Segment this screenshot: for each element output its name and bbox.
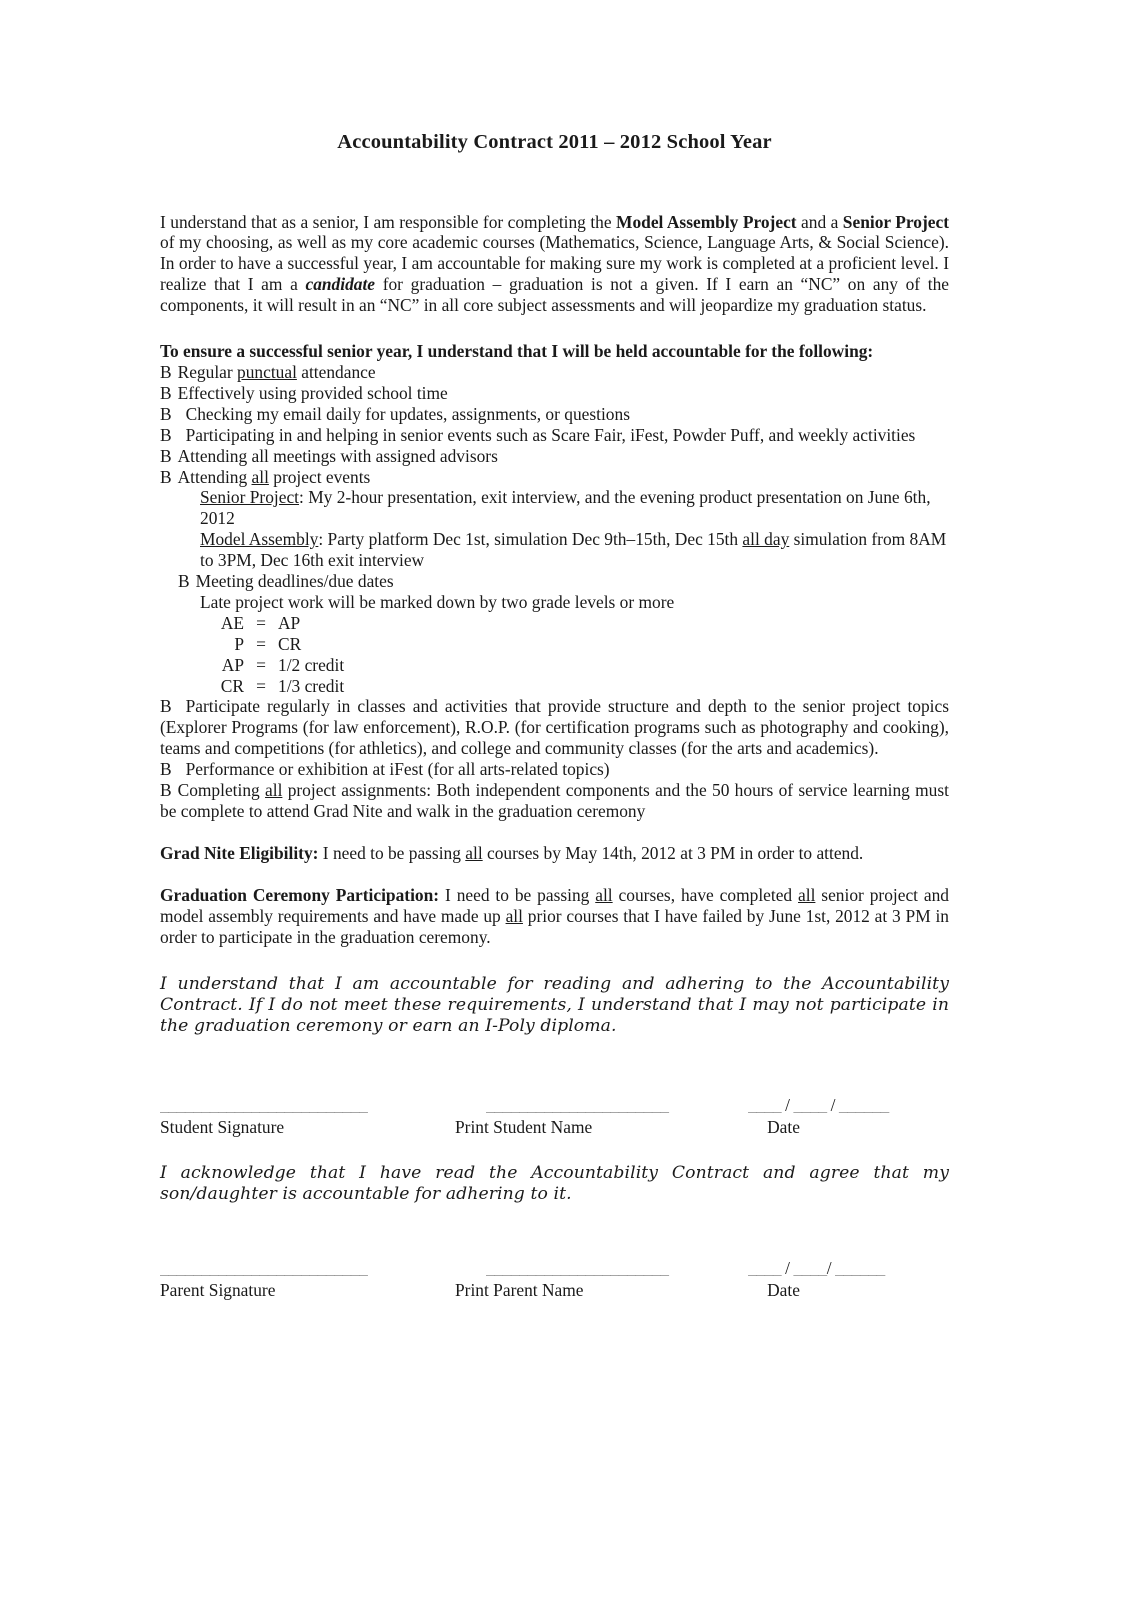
ceremony-underline-all-3: all bbox=[505, 905, 523, 926]
bullet-6-underline-all: all bbox=[251, 466, 269, 487]
intro-text-3: of my choosing, as well as my core academic courses (Mathematics, Science, Language Arts, & Social Science). In order to have a successful year, I am accountable for making sure my work is completed at a proficient level. I realize that I am a bbox=[160, 232, 949, 295]
student-signature-captions bbox=[160, 1113, 949, 1137]
model-assembly-text-post: simulation from 8AM to 3PM, Dec 16th exit interview bbox=[200, 529, 947, 571]
bullet-2-text: Effectively using provided school time bbox=[177, 382, 448, 403]
bullet-10-text-post: project assignments: Both independent components and the 50 hours of service learning must be complete to attend Grad Nite and walk in the graduation ceremony bbox=[160, 780, 949, 822]
list-item bbox=[160, 362, 949, 383]
grade-to: 1/2 credit bbox=[278, 654, 345, 675]
document-content bbox=[160, 0, 949, 1300]
student-signature-block bbox=[160, 1097, 949, 1137]
parent-signature-line[interactable]: _________________________ bbox=[160, 1259, 368, 1276]
parent-date-caption: Date bbox=[767, 1279, 800, 1300]
grade-conversion-scale bbox=[160, 613, 949, 697]
grad-nite-text-pre: I need to be passing bbox=[318, 842, 466, 863]
grad-nite-label: Grad Nite Eligibility: bbox=[160, 842, 319, 863]
bullet-3-text: Checking my email daily for updates, assignments, or questions bbox=[185, 403, 630, 424]
grade-scale-row bbox=[200, 634, 949, 655]
grade-to: 1/3 credit bbox=[278, 675, 345, 696]
graduation-ceremony-participation bbox=[160, 864, 949, 948]
list-item bbox=[160, 571, 949, 592]
list-item bbox=[160, 696, 949, 759]
late-work-note: Late project work will be marked down by two grade levels or more bbox=[200, 591, 675, 612]
grade-equals: = bbox=[256, 654, 266, 675]
ceremony-text-4: prior courses that I have failed by June 1st, 2012 at 3 PM in order to participate in the graduation ceremony. bbox=[160, 905, 949, 947]
bullet-5-text: Attending all meetings with assigned advisors bbox=[177, 445, 498, 466]
grade-from: AP bbox=[221, 654, 244, 675]
bullet-10-text-pre: Completing bbox=[177, 780, 266, 801]
ceremony-text-3: senior project and model assembly requirements and have made up bbox=[160, 884, 950, 926]
ceremony-underline-all-2: all bbox=[798, 884, 816, 905]
senior-project-text: : My 2-hour presentation, exit interview, and the evening product presentation on June 6th, 2012 bbox=[200, 487, 931, 529]
parent-signature-rules bbox=[160, 1260, 949, 1276]
bullet-glyph-icon: B bbox=[160, 361, 172, 382]
grade-to: AP bbox=[278, 612, 301, 633]
intro-italic-candidate: candidate bbox=[305, 274, 376, 295]
grade-equals: = bbox=[256, 633, 266, 654]
parent-print-name-line[interactable]: ______________________ bbox=[486, 1259, 669, 1276]
grad-nite-underline-all: all bbox=[465, 842, 483, 863]
bullet-glyph-icon: B bbox=[160, 424, 172, 445]
list-item bbox=[160, 780, 949, 822]
senior-project-detail bbox=[160, 487, 949, 529]
grade-equals: = bbox=[256, 675, 266, 696]
student-date-line[interactable]: ____ / ____ / ______ bbox=[748, 1096, 889, 1113]
intro-text-4: for graduation – graduation is not a given. If I earn an “NC” on any of the components, it will result in an “NC” in all core subject assessments and will jeopardize my graduation status. bbox=[160, 274, 950, 316]
bullet-9-text: Performance or exhibition at iFest (for all arts-related topics) bbox=[185, 759, 610, 780]
list-item bbox=[160, 383, 949, 404]
student-signature-rules bbox=[160, 1097, 949, 1113]
ceremony-underline-all-1: all bbox=[595, 884, 613, 905]
parent-acknowledgement-text: I acknowledge that I have read the Accountability Contract and agree that my son/daughter is accountable for adhering to it. bbox=[160, 1162, 949, 1204]
model-assembly-text-pre: : Party platform Dec 1st, simulation Dec 9th–15th, Dec 15th bbox=[318, 529, 743, 550]
student-date-caption: Date bbox=[767, 1116, 800, 1137]
parent-print-name-caption: Print Parent Name bbox=[455, 1279, 584, 1300]
grade-scale-row bbox=[200, 613, 949, 634]
signature-spacer bbox=[160, 1205, 949, 1260]
intro-bold-senior-project: Senior Project bbox=[842, 211, 949, 232]
bullet-glyph-icon: B bbox=[160, 445, 172, 466]
bullet-glyph-icon: B bbox=[160, 403, 172, 424]
bullet-8-text: Participate regularly in classes and activities that provide structure and depth to the senior project topics (Explorer Programs (for law enforcement), R.O.P. (for certification programs such as photography and cooking), teams and competitions (for athletics), and college and community classes (for the arts and academics). bbox=[160, 696, 949, 759]
ceremony-text-2: courses, have completed bbox=[612, 884, 799, 905]
bullet-glyph-icon: B bbox=[160, 696, 172, 717]
bullet-glyph-icon: B bbox=[160, 466, 172, 487]
grade-from: CR bbox=[220, 675, 244, 696]
parent-signature-caption: Parent Signature bbox=[160, 1279, 276, 1300]
list-item bbox=[160, 467, 949, 488]
list-item bbox=[160, 404, 949, 425]
grad-nite-eligibility bbox=[160, 822, 949, 864]
grade-to: CR bbox=[278, 633, 302, 654]
page-title: Accountability Contract 2011 – 2012 School Year bbox=[337, 131, 772, 153]
list-item bbox=[160, 425, 949, 446]
bullet-1-underline-punctual: punctual bbox=[237, 361, 297, 382]
grade-scale-row bbox=[200, 676, 949, 697]
intro-paragraph bbox=[160, 212, 949, 317]
senior-project-label: Senior Project bbox=[200, 487, 300, 508]
grade-scale-row bbox=[200, 655, 949, 676]
student-print-name-line[interactable]: ______________________ bbox=[486, 1096, 669, 1113]
signature-spacer bbox=[160, 1037, 949, 1097]
grade-equals: = bbox=[256, 612, 266, 633]
intro-bold-model-assembly-project: Model Assembly Project bbox=[616, 211, 797, 232]
list-item bbox=[160, 759, 949, 780]
ceremony-text-1: I need to be passing bbox=[439, 884, 596, 905]
bullet-glyph-icon: B bbox=[160, 780, 172, 801]
intro-text-1: I understand that as a senior, I am responsible for completing the bbox=[160, 211, 617, 232]
accountability-section-heading: To ensure a successful senior year, I understand that I will be held accountable for the following: bbox=[160, 341, 874, 362]
bullet-6-text-pre: Attending bbox=[177, 466, 252, 487]
parent-signature-captions bbox=[160, 1276, 949, 1300]
student-print-name-caption: Print Student Name bbox=[455, 1116, 593, 1137]
student-signature-line[interactable]: _________________________ bbox=[160, 1096, 368, 1113]
bullet-4-text: Participating in and helping in senior events such as Scare Fair, iFest, Powder Puff, and weekly activities bbox=[185, 424, 916, 445]
grade-from: P bbox=[234, 633, 244, 654]
bullet-10-underline-all: all bbox=[265, 780, 283, 801]
student-signature-caption: Student Signature bbox=[160, 1116, 285, 1137]
model-assembly-detail bbox=[160, 529, 949, 571]
bullet-1-text-post: attendance bbox=[296, 361, 376, 382]
model-assembly-underline-all-day: all day bbox=[742, 529, 790, 550]
ceremony-label: Graduation Ceremony Participation: bbox=[160, 884, 440, 905]
bullet-6-text-post: project events bbox=[268, 466, 371, 487]
bullet-glyph-icon: B bbox=[160, 759, 172, 780]
accountability-bullet-list bbox=[160, 362, 949, 822]
grade-from: AE bbox=[220, 612, 244, 633]
bullet-glyph-icon: B bbox=[160, 382, 172, 403]
list-item bbox=[160, 446, 949, 467]
intro-text-2: and a bbox=[796, 211, 843, 232]
grad-nite-text-post: courses by May 14th, 2012 at 3 PM in order to attend. bbox=[482, 842, 864, 863]
parent-signature-block bbox=[160, 1260, 949, 1300]
parent-date-line[interactable]: ____ / ____/ ______ bbox=[748, 1259, 885, 1276]
bullet-7-text: Meeting deadlines/due dates bbox=[195, 571, 394, 592]
model-assembly-label: Model Assembly bbox=[200, 529, 319, 550]
student-acknowledgement-text: I understand that I am accountable for reading and adhering to the Accountability Contract. If I do not meet these requirements, I understand that I may not participate in the graduation ceremony or earn an I-Poly diploma. bbox=[160, 973, 949, 1036]
bullet-glyph-icon: B bbox=[178, 571, 190, 592]
bullet-1-text-pre: Regular bbox=[177, 361, 238, 382]
